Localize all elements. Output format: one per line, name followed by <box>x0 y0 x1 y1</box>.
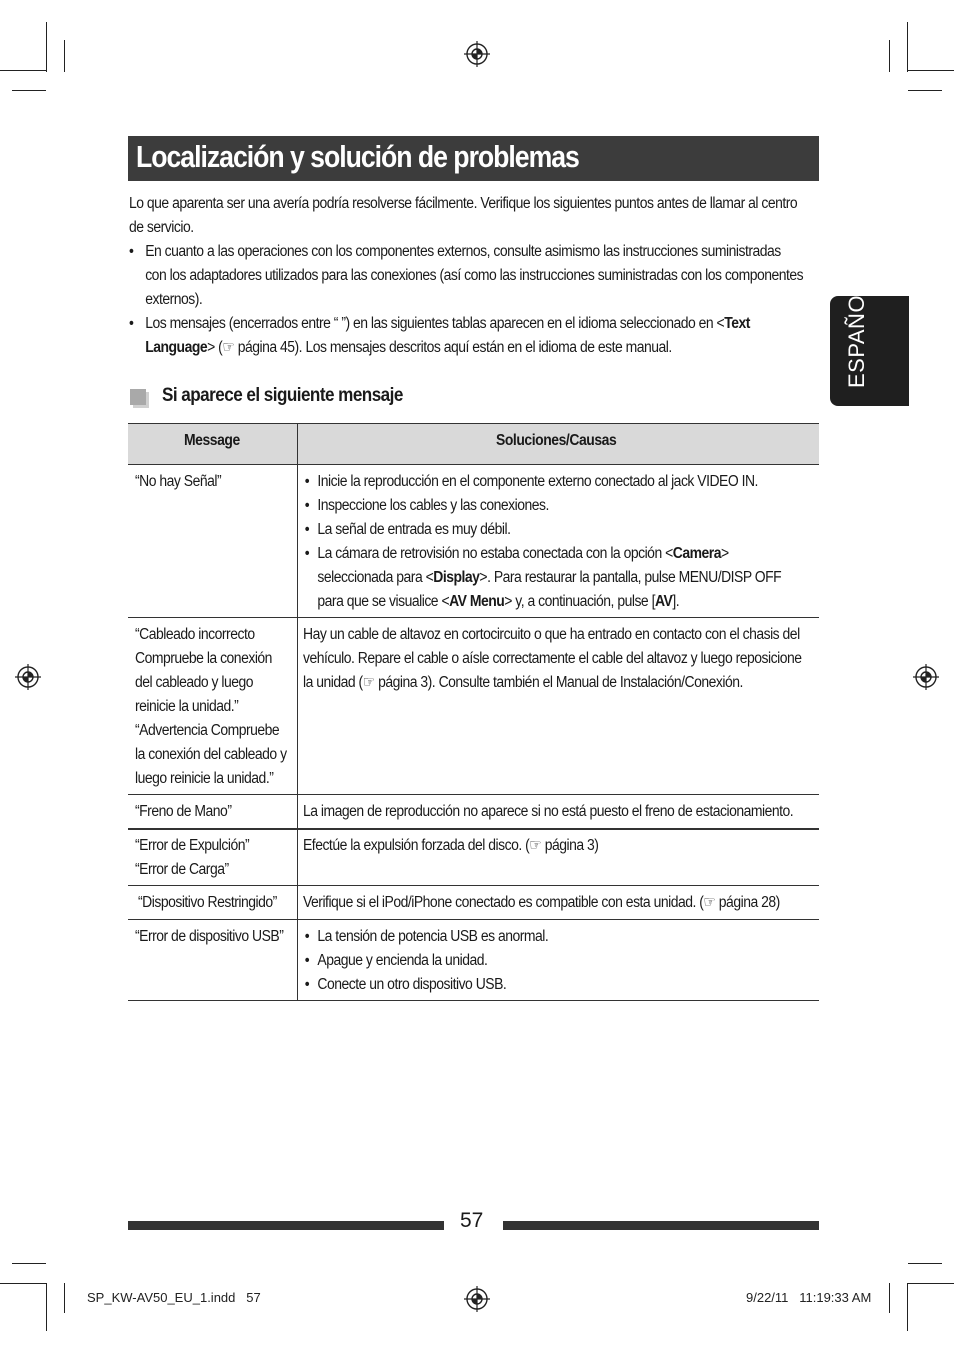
intro-bullet <box>129 312 822 360</box>
message-line: reinicie la unidad.” <box>135 698 239 715</box>
message-line: luego reinicie la unidad.” <box>135 770 274 787</box>
crop-mark <box>907 22 908 72</box>
message-line: “Error de Carga” <box>135 861 229 878</box>
row-divider <box>128 919 819 920</box>
table-cell-solution <box>303 623 801 695</box>
registration-mark-icon <box>15 664 41 690</box>
page-bar-right <box>503 1221 819 1230</box>
solution-text: para que se visualice < <box>317 593 450 610</box>
page-title: Localización y solución de problemas <box>136 139 579 174</box>
registration-mark-icon <box>464 41 490 67</box>
table-cell-solution <box>303 925 548 997</box>
crop-mark <box>12 1263 46 1264</box>
table-cell-solution: Efectúe la expulsión forzada del disco. (☞ página 3) <box>303 837 599 854</box>
solution-text: ]. <box>672 593 680 610</box>
message-line: del cableado y luego <box>135 674 254 691</box>
language-tab <box>830 282 909 406</box>
slug-file-info: SP_KW-AV50_EU_1.indd 57 <box>87 1290 261 1305</box>
bullet-line: con los adaptadores utilizados para las conexiones (así como las instrucciones suministradas con los componentes <box>145 267 804 284</box>
column-header-message: Message <box>184 432 240 449</box>
row-divider <box>128 617 819 618</box>
table-cell-message <box>135 834 249 882</box>
crop-mark <box>907 1283 908 1331</box>
solution-bullet: • La tensión de potencia USB es anormal. <box>303 925 548 949</box>
message-line: “Error de Expulción” <box>135 837 250 854</box>
table-cell-message: “Error de dispositivo USB” <box>135 928 284 945</box>
button-name: AV <box>654 593 673 610</box>
solution-text: seleccionada para < <box>317 569 434 586</box>
table-cell-solution: La imagen de reproducción no aparece si no está puesto el freno de estacionamiento. <box>303 803 794 820</box>
table-cell-message: “No hay Señal” <box>135 473 222 490</box>
table-cell-solution <box>303 470 816 614</box>
message-line: “Cableado incorrecto <box>135 626 255 643</box>
crop-mark <box>64 1283 65 1313</box>
setting-name: Text <box>724 315 750 332</box>
crop-mark <box>46 1283 47 1331</box>
table-bottom-border <box>128 1000 819 1001</box>
solution-bullet: • La señal de entrada es muy débil. <box>303 518 816 542</box>
message-line: Compruebe la conexión <box>135 650 272 667</box>
solution-line: vehículo. Repare el cable o aísle correctamente el cable del altavoz y luego reposicione <box>303 650 802 667</box>
solution-text: > y, a continuación, pulse [ <box>504 593 655 610</box>
solution-text: >. Para restaurar la pantalla, pulse MENU/DISP OFF <box>479 569 782 586</box>
row-divider <box>128 828 819 830</box>
slug-timestamp: 9/22/11 11:19:33 AM <box>746 1290 872 1305</box>
intro-line: Lo que aparenta ser una avería podría resolverse fácilmente. Verifique los siguientes puntos antes de llamar al centro <box>129 195 798 212</box>
solution-bullet: • Inspeccione los cables y las conexiones. <box>303 494 816 518</box>
solution-bullet: • Conecte un otro dispositivo USB. <box>303 973 548 997</box>
page-bar-left <box>128 1221 444 1230</box>
solution-text: La cámara de retrovisión no estaba conectada con la opción < <box>317 545 673 562</box>
crop-mark <box>908 70 954 71</box>
crop-mark <box>889 1283 890 1313</box>
crop-mark <box>0 70 46 71</box>
solution-line: Hay un cable de altavoz en cortocircuito o que ha entrado en contacto con el chasis del <box>303 626 800 643</box>
solution-bullet: • Apague y encienda la unidad. <box>303 949 548 973</box>
registration-mark-icon <box>913 664 939 690</box>
crop-mark <box>889 40 890 72</box>
message-table <box>128 423 819 1003</box>
intro-text <box>129 192 822 240</box>
crop-mark <box>64 40 65 72</box>
page-number: 57 <box>460 1209 484 1232</box>
table-cell-message <box>135 623 287 791</box>
row-divider <box>128 794 819 795</box>
bullet-icon: • <box>129 243 134 260</box>
bullet-line: En cuanto a las operaciones con los componentes externos, consulte asimismo las instrucciones suministradas <box>145 243 781 260</box>
crop-mark <box>908 1283 954 1284</box>
setting-name: Display <box>433 569 480 586</box>
crop-mark <box>46 22 47 72</box>
title-bar <box>128 136 819 181</box>
section-marker-icon <box>130 389 146 405</box>
column-divider <box>297 423 298 1001</box>
table-cell-message: “Dispositivo Restringido” <box>138 894 277 911</box>
crop-mark <box>908 1263 942 1264</box>
setting-name: Language <box>145 339 208 356</box>
setting-name: Camera <box>672 545 721 562</box>
bullet-text: > (☞ página 45). Los mensajes descritos aquí están en el idioma de este manual. <box>207 339 672 356</box>
column-header-solutions: Soluciones/Causas <box>496 432 617 449</box>
registration-mark-icon <box>464 1286 490 1312</box>
message-line: “Advertencia Compruebe <box>135 722 280 739</box>
row-divider <box>128 885 819 886</box>
language-tab-label: ESPAÑOL <box>844 282 869 388</box>
table-cell-solution: Verifique si el iPod/iPhone conectado es compatible con esta unidad. (☞ página 28) <box>303 894 780 911</box>
bullet-icon: • <box>129 315 134 332</box>
message-line: la conexión del cableado y <box>135 746 287 763</box>
section-title: Si aparece el siguiente mensaje <box>162 385 403 406</box>
solution-line: la unidad (☞ página 3). Consulte también el Manual de Instalación/Conexión. <box>303 674 743 691</box>
crop-mark <box>908 90 942 91</box>
bullet-text: Los mensajes (encerrados entre “ ”) en las siguientes tablas aparecen en el idioma seleccionado en < <box>145 315 725 332</box>
intro-bullet <box>129 240 822 312</box>
solution-bullet: • Inicie la reproducción en el componente externo conectado al jack VIDEO IN. <box>303 470 816 494</box>
intro-line: de servicio. <box>129 219 194 236</box>
bullet-line: externos). <box>145 291 203 308</box>
solution-bullet <box>303 542 816 614</box>
solution-text: > <box>720 545 729 562</box>
table-header <box>128 423 819 465</box>
table-cell-message: “Freno de Mano” <box>135 803 232 820</box>
setting-name: AV Menu <box>449 593 505 610</box>
crop-mark <box>12 90 46 91</box>
crop-mark <box>0 1283 46 1284</box>
